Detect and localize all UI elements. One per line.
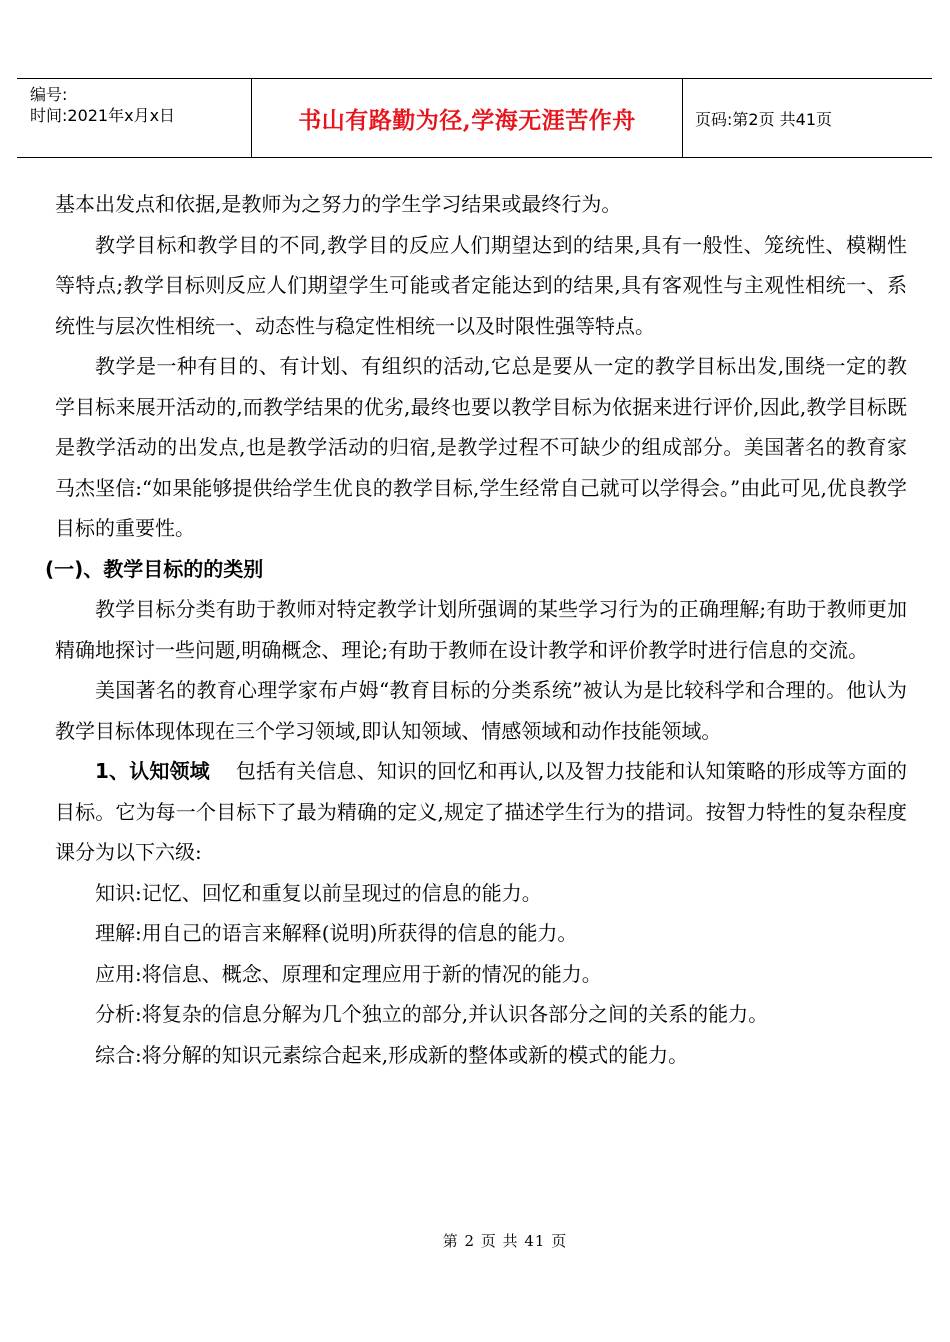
list-item-application: 应用:将信息、概念、原理和定理应用于新的情况的能力。 (95, 961, 602, 986)
paragraph-goals-vs-purpose: 教学目标和教学目的不同,教学目的反应人们期望达到的结果,具有一般性、笼统性、模糊性等特点;教学目标则反应人们期望学生可能或者定能达到的结果,具有客观性与主观性相统一、系统性与层次性相统一、动态性与稳定性相统一以及时限性强等特点。 (55, 232, 907, 338)
cognitive-domain-text: 包括有关信息、知识的回忆和再认,以及智力技能和认知策略的形成等方面的目标。它为每一个目标下了最为精确的定义,规定了描述学生行为的措词。按智力特性的复杂程度课分为以下六级: (55, 759, 907, 864)
list-item-analysis: 分析:将复杂的信息分解为几个独立的部分,并认识各部分之间的关系的能力。 (95, 1002, 769, 1026)
section-heading-goal-categories: (一)、教学目标的的类别 (45, 556, 264, 581)
list-item-synthesis: 综合:将分解的知识元素综合起来,形成新的整体或新的模式的能力。 (95, 1042, 689, 1067)
page-header (17, 78, 932, 158)
paragraph-classification-benefits: 教学目标分类有助于教师对特定教学计划所强调的某些学习行为的正确理解;有助于教师更加精确地探讨一些问题,明确概念、理论;有助于教师在设计教学和评价教学时进行信息的交流。 (55, 597, 907, 662)
document-time-label: 时间:2021年x月x日 (30, 106, 176, 125)
paragraph-continuation: 基本出发点和依据,是教师为之努力的学生学习结果或最终行为。 (55, 192, 622, 216)
paragraph-bloom-taxonomy: 美国著名的教育心理学家布卢姆“教育目标的分类系统”被认为是比较科学和合理的。他认为教学目标体现体现在三个学习领域,即认知领域、情感领域和动作技能领域。 (55, 678, 907, 743)
header-motto: 书山有路勤为径,学海无涯苦作舟 (252, 79, 683, 157)
cognitive-domain-lead: 1、认知领域 (95, 759, 210, 783)
paragraph-cognitive-domain (55, 751, 907, 873)
document-body (45, 184, 907, 1075)
paragraph-teaching-activity: 教学是一种有目的、有计划、有组织的活动,它总是要从一定的教学目标出发,围绕一定的教学目标来展开活动的,而教学结果的优劣,最终也要以教学目标为依据来进行评价,因此,教学目标既是教学活动的出发点,也是教学活动的归宿,是教学过程不可缺少的组成部分。美国著名的教育家马杰坚信:“如果能够提供给学生优良的教学目标,学生经常自己就可以学得会。”由此可见,优良教学目标的重要性。 (55, 354, 907, 540)
page-footer-number: 第 2 页 共 41 页 (442, 1232, 568, 1250)
header-meta-cell (17, 79, 252, 157)
list-item-knowledge: 知识:记忆、回忆和重复以前呈现过的信息的能力。 (95, 880, 542, 905)
list-item-comprehension: 理解:用自己的语言来解释(说明)所获得的信息的能力。 (95, 921, 578, 945)
document-number-label: 编号: (30, 85, 68, 104)
header-page-info: 页码:第2页 共41页 (695, 109, 833, 129)
